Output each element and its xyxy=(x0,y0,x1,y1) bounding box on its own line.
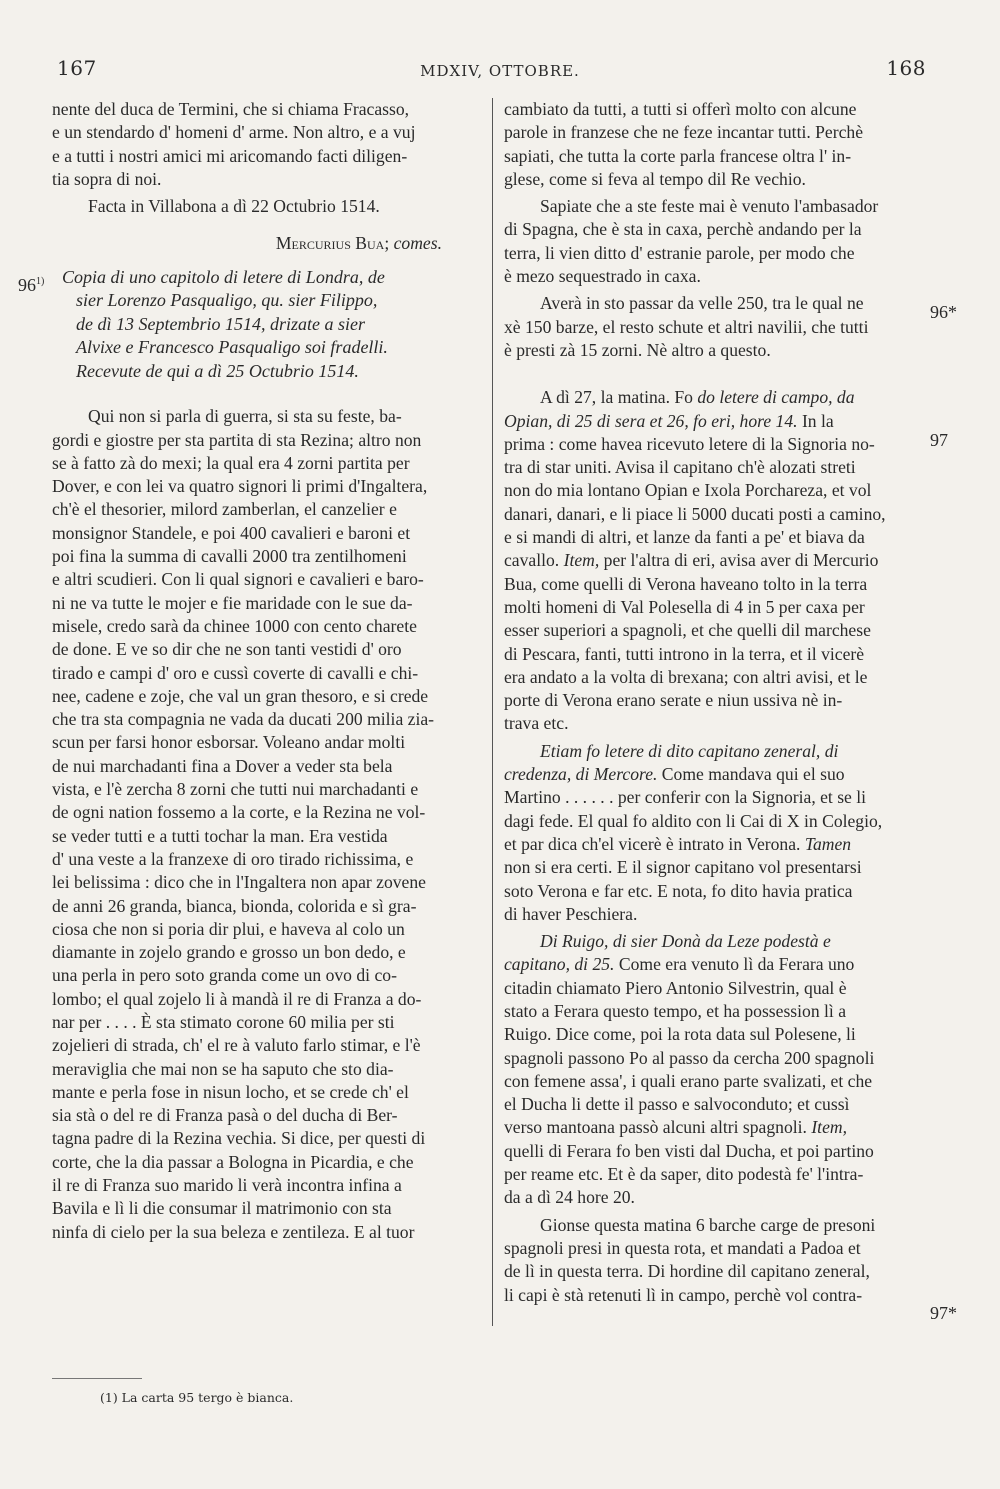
text-span: verso mantoana passò alcuni altri spagnoli. xyxy=(504,1117,812,1138)
text-line: spagnoli presi in questa rota, et mandati a Padoa et xyxy=(504,1237,861,1258)
text-line: spagnoli passono Po al passo da cercha 200 spagnoli xyxy=(504,1047,875,1068)
text-line: e un stendardo d' homeni d' arme. Non altro, e a vuj xyxy=(52,122,416,143)
text-line: e altri scudieri. Con li qual signori e cavalieri e baro- xyxy=(52,569,424,590)
text-line: ciosa che non si poria dir plui, e haveva al colo un xyxy=(52,918,405,939)
text-line: monsignor Standele, e poi 400 cavalieri e baroni et xyxy=(52,522,411,543)
margin-note-96-left xyxy=(18,275,44,296)
margin-note-97-right: 97 xyxy=(930,430,948,450)
signature-sep: ; xyxy=(384,233,390,254)
text-line: gordi e giostre per sta partita di sta Rezina; altro non xyxy=(52,429,422,450)
margin-number: 96 xyxy=(18,275,36,295)
column-divider xyxy=(492,98,493,1326)
text-line: per reame etc. Et è da saper, dito podestà fe' l'intra- xyxy=(504,1164,864,1185)
text-line: di Spagna, che è sta in caxa, perchè andando per la xyxy=(504,219,862,240)
text-line: terra, li vien ditto d' estranie parole, per modo che xyxy=(504,242,855,263)
footnote: (1) La carta 95 tergo è bianca. xyxy=(100,1390,294,1405)
text-line: el Ducha li dette il passo e salvoconduto; et cussì xyxy=(504,1094,850,1115)
text-line: Dover, e con lei va quatro signori li primi d'Ingaltera, xyxy=(52,476,428,497)
text-line: è presti zà 15 zorni. Nè altro a questo. xyxy=(504,339,771,360)
page-number-right: 168 xyxy=(886,56,926,80)
text-line: Gionse questa matina 6 barche carge de presoni xyxy=(540,1214,876,1235)
text-line: soto Verona e far etc. E nota, fo dito havia pratica xyxy=(504,880,853,901)
rubric-line: de dì 13 Septembrio 1514, drizate a sier xyxy=(76,313,365,334)
text-line: sia stà o del re di Franza pasà o del ducha di Ber- xyxy=(52,1105,398,1126)
italic-word: Item, xyxy=(811,1117,847,1138)
italic-word: Tamen xyxy=(804,833,852,854)
text-line: ninfa di cielo per la sua beleza e zentileza. E al tuor xyxy=(52,1221,415,1242)
text-line: zojelieri di strada, ch' el re à valuto farlo stimar, e l'è xyxy=(52,1035,421,1056)
text-line: ch'è el thesorier, milord zamberlan, el canzelier e xyxy=(52,499,397,520)
text-line xyxy=(504,953,922,976)
text-line: quelli di Ferara fo ben visti dal Ducha, et poi partino xyxy=(504,1140,874,1161)
text-line: ni ne va tutte le mojer e fie maridade con le sue da- xyxy=(52,592,413,613)
entry-27-ottobre xyxy=(504,386,922,735)
text-line: Averà in sto passar da velle 250, tra le qual ne xyxy=(540,293,864,314)
text-line: tia sopra di noi. xyxy=(52,168,162,189)
text-line: Sapiate che a ste feste mai è venuto l'ambasador xyxy=(540,196,879,217)
italic-rubric: capitano, di 25. xyxy=(504,954,615,975)
text-line: che tra sta compagnia ne vada da ducati 200 milia zia- xyxy=(52,709,435,730)
text-line: cambiato da tutti, a tutti si offerì molto con alcune xyxy=(504,99,857,119)
text-line: di Pescara, fanti, tutti introno in la terra, et il vicerè xyxy=(504,643,865,664)
letter-body xyxy=(52,405,482,1244)
page-number-left: 167 xyxy=(57,56,97,80)
text-line xyxy=(504,833,922,856)
right-column xyxy=(504,98,922,1307)
paragraph-gionse xyxy=(504,1214,922,1307)
text-line: li capi è stà retenuti lì in campo, perchè vol contra- xyxy=(504,1284,863,1305)
text-line: glese, come si feva al tempo dil Re vechio. xyxy=(504,168,806,189)
text-line: de lì in questa terra. Di hordine dil capitano zeneral, xyxy=(504,1261,870,1282)
entry-date: A dì 27, la matina. Fo xyxy=(540,387,698,408)
text-line: de ogni nation fossemo a la corte, e la Rezina ne vol- xyxy=(52,802,426,823)
text-line: lei belissima : dico che in l'Ingaltera non apar zovene xyxy=(52,872,426,893)
text-line: lombo; el qual zojelo li à mandà il re di Franza a do- xyxy=(52,988,422,1009)
text-line xyxy=(504,1116,922,1139)
rubric-line: Recevute de qui a dì 25 Octubrio 1514. xyxy=(76,360,359,381)
text-line: nee, cadene e zoje, che val un gran thesoro, e si crede xyxy=(52,685,429,706)
italic-rubric: credenza, di Mercore. xyxy=(504,764,658,785)
paragraph xyxy=(504,98,922,191)
text-line: e si mandi di altri, et lanze da fanti a pe' et biava da xyxy=(504,527,865,548)
text-span: In la xyxy=(797,410,834,431)
margin-note-96-right: 96* xyxy=(930,302,957,322)
margin-note-97s-right: 97* xyxy=(930,1303,957,1323)
running-title: MDXIV, OTTOBRE. xyxy=(420,62,580,80)
text-line: era andato a la volta di brexana; con altri avisi, et le xyxy=(504,666,868,687)
text-line: mante e perla fose in nisun locho, et se crede ch' el xyxy=(52,1081,409,1102)
italic-rubric: Opian, di 25 di sera et 26, fo eri, hore 14. xyxy=(504,410,798,431)
text-line: stato a Ferara questo tempo, et ha possession lì a xyxy=(504,1000,847,1021)
text-line: Bua, come quelli di Verona haveano tolto in la terra xyxy=(504,573,868,594)
text-line: meraviglia che mai non se ha saputo che sto dia- xyxy=(52,1058,394,1079)
text-line xyxy=(504,549,922,572)
text-line: de done. E ve so dir che ne son tanti vestidi d' oro xyxy=(52,639,402,660)
text-line: se veder tutti e a tutti tochar la man. Era vestida xyxy=(52,825,388,846)
text-line: tra di star uniti. Avisa il capitano ch'è alozati streti xyxy=(504,457,856,478)
text-line: con femene assa', i quali erano parte svalizati, et che xyxy=(504,1070,873,1091)
text-line: e a tutti i nostri amici mi aricomando facti diligen- xyxy=(52,145,408,166)
text-span: per l'altra di eri, avisa aver di Mercurio xyxy=(599,550,879,571)
text-line: nente del duca de Termini, che si chiama Fracasso, xyxy=(52,99,410,119)
text-line: trava etc. xyxy=(504,713,569,734)
text-line: citadin chiamato Piero Antonio Silvestrin, qual è xyxy=(504,977,847,998)
text-span: cavallo. xyxy=(504,550,564,571)
text-line: d' una veste a la franzexe di oro tirado richissima, e xyxy=(52,848,414,869)
text-line: tirado e campi d' oro e cussì coverte di cavalli e chi- xyxy=(52,662,419,683)
text-line: esser superiori a spagnoli, et che quelli dil marchese xyxy=(504,620,871,641)
text-line xyxy=(504,386,922,409)
text-span: et par dica ch'el vicerè è intrato in Verona. xyxy=(504,833,805,854)
text-line: Qui non si parla di guerra, si sta su feste, ba- xyxy=(88,406,402,427)
text-line: di haver Peschiera. xyxy=(504,903,638,924)
paragraph xyxy=(504,292,922,362)
text-line: se à fatto zà do mexi; la qual era 4 zorni partita per xyxy=(52,452,410,473)
text-line: Ruigo. Dice come, poi la rota data sul Polesene, li xyxy=(504,1024,856,1045)
text-line: il re di Franza suo marido li verà incontra infina a xyxy=(52,1175,402,1196)
text-line: sapiati, che tutta la corte parla francese oltra l' in- xyxy=(504,145,852,166)
text-line xyxy=(504,763,922,786)
text-line: tagna padre di la Rezina vechia. Si dice, per questi di xyxy=(52,1128,426,1149)
text-line: non si era certi. E il signor capitano vol presentarsi xyxy=(504,857,862,878)
text-line: dagi fede. El qual fo aldito con li Cai di X in Colegio, xyxy=(504,810,883,831)
rubric-line: Copia di uno capitolo di letere di Londra, de xyxy=(62,266,385,287)
text-line: diamante in zojelo grando e grosso un bon dedo, e xyxy=(52,942,406,963)
text-line: corte, che la dia passar a Bologna in Picardia, e che xyxy=(52,1151,414,1172)
text-line: danari, danari, e li piace li 5000 ducati posti a camino, xyxy=(504,503,886,524)
footnote-rule xyxy=(52,1378,142,1379)
italic-word: Item, xyxy=(563,550,600,571)
text-line: non do mia lontano Opian e Ixola Porchareza, et vol xyxy=(504,480,872,501)
text-line: nar per . . . . È sta stimato corone 60 milia per sti xyxy=(52,1012,395,1032)
text-line: Bavila e lì li die consumar il matrimonio con sta xyxy=(52,1198,392,1219)
paragraph-etiam xyxy=(504,740,922,926)
text-line: una perla in pero soto granda come un ovo di co- xyxy=(52,965,397,986)
italic-rubric: Etiam fo letere di dito capitano zeneral, di xyxy=(540,740,839,761)
rubric-line: Alvixe e Francesco Pasqualigo soi fradelli. xyxy=(76,337,388,358)
text-line: de nui marchadanti fina a Dover a veder sta bela xyxy=(52,755,393,776)
left-column xyxy=(52,98,482,1244)
letter-ending xyxy=(52,98,482,191)
text-line: vista, e l'è zercha 8 zorni che tutti nui marchadanti e xyxy=(52,779,419,800)
text-line: da a dì 24 hore 20. xyxy=(504,1187,635,1208)
text-line: parole in franzese che ne feze incantar tutti. Perchè xyxy=(504,122,864,143)
text-line: porte di Verona erano serate e niun ussiva nè in- xyxy=(504,690,843,711)
footnote-ref: 1) xyxy=(36,276,45,287)
italic-rubric: Di Ruigo, di sier Donà da Leze podestà e xyxy=(540,931,831,952)
text-line xyxy=(504,410,922,433)
text-line: molti homeni di Val Polesella di 4 in 5 per caxa per xyxy=(504,596,865,617)
paragraph xyxy=(504,195,922,288)
dateline: Facta in Villabona a dì 22 Octubrio 1514. xyxy=(88,196,380,217)
text-line: prima : come havea ricevuto letere di la Signoria no- xyxy=(504,433,875,454)
text-line: è mezo sequestrado in caxa. xyxy=(504,266,701,287)
signature xyxy=(52,232,482,255)
italic-rubric: do letere di campo, da xyxy=(697,387,855,408)
text-line: de anni 26 granda, bianca, bionda, colorida e sì gra- xyxy=(52,895,417,916)
signature-name: Mercurius Bua xyxy=(275,233,385,254)
text-line: scun per farsi honor esborsar. Voleano andar molti xyxy=(52,732,406,753)
text-span: Come era venuto lì da Ferara uno xyxy=(614,954,855,975)
text-line: poi fina la summa di cavalli 2000 tra zentilhomeni xyxy=(52,546,407,567)
paragraph-ruigo xyxy=(504,930,922,1210)
text-span: Come mandava qui el suo xyxy=(657,764,845,785)
text-line: xè 150 barze, el resto schute et altri navilii, che tutti xyxy=(504,316,869,337)
letter-rubric xyxy=(52,266,482,384)
signature-title: comes. xyxy=(393,233,442,254)
text-line: Martino . . . . . . per conferir con la Signoria, et se li xyxy=(504,787,867,808)
rubric-line: sier Lorenzo Pasqualigo, qu. sier Filippo, xyxy=(76,290,378,311)
text-line: misele, credo sarà da chinee 1000 con cento charete xyxy=(52,615,417,636)
